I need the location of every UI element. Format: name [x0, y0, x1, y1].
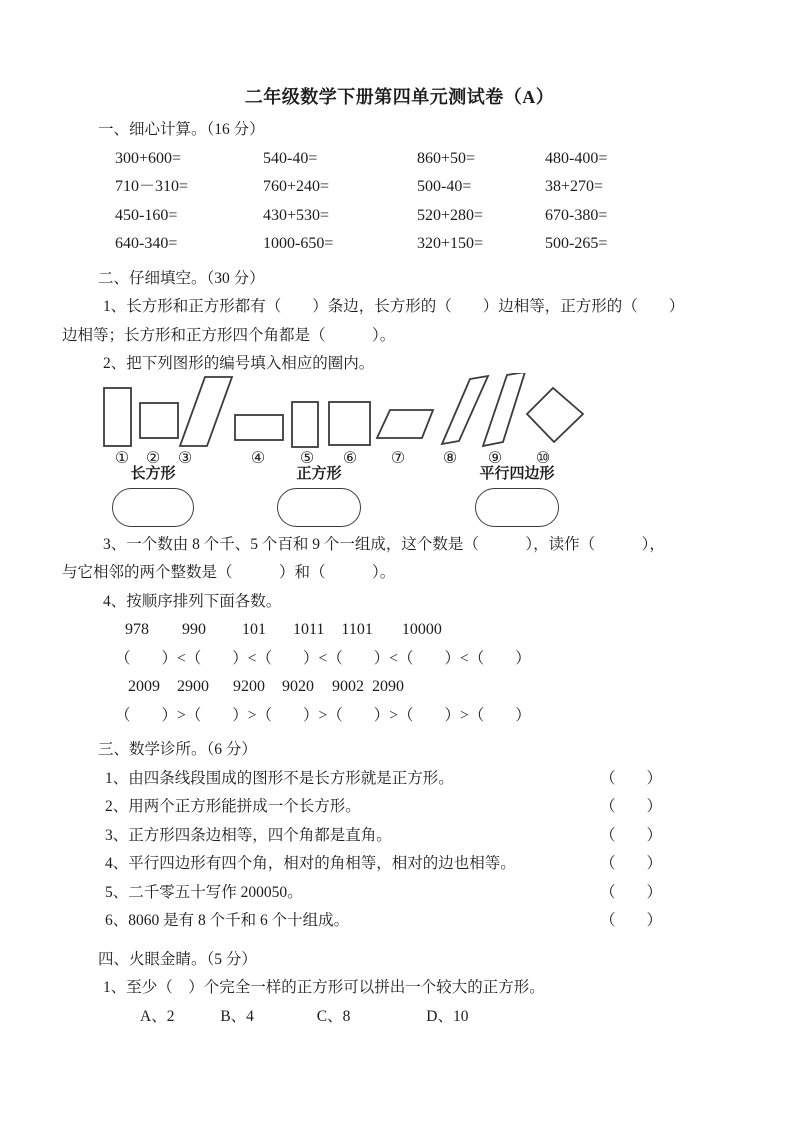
- judge-item-2: [62, 793, 737, 822]
- shape-number-4: ④: [250, 449, 266, 467]
- judge-item-4: [62, 850, 737, 879]
- shape-6-large-square: [329, 402, 370, 445]
- judge-item-text: 5、二千零五十写作 200050。: [105, 883, 303, 901]
- bin-rectangle-label: 长方形: [130, 465, 176, 482]
- shape-1-tall-rectangle: [104, 388, 131, 446]
- shape-8-thin-parallelogram: [442, 376, 488, 444]
- judge-answer-blank: （ ）: [600, 826, 663, 844]
- order-compare-row-1: （ ）<（ ）<（ ）<（ ）<（ ）<（ ）: [115, 649, 531, 667]
- shape-4-wide-rectangle: [235, 415, 283, 440]
- calc-problem: 1000-650=: [263, 235, 334, 252]
- calc-problem: 500-265=: [545, 235, 608, 252]
- calc-problem: 320+150=: [417, 235, 484, 252]
- judge-item-6: [62, 907, 737, 936]
- fill-q1-line2: 边相等；长方形和正方形四个角都是（ ）。: [62, 326, 396, 344]
- order-number: 2090: [372, 678, 404, 695]
- order-compare-row-2: （ ）>（ ）>（ ）>（ ）>（ ）>（ ）: [115, 706, 531, 724]
- calc-problem: 540-40=: [263, 149, 318, 167]
- choice-option-d: D、10: [426, 1007, 469, 1025]
- section-3-heading: 三、数学诊所。（6 分）: [98, 741, 257, 758]
- fill-q3-line1: 3、一个数由 8 个千、5 个百和 9 个一组成，这个数是（ ），读作（ ），: [103, 535, 665, 553]
- calc-problem: 640-340=: [115, 235, 178, 252]
- calc-problem-grid: [62, 145, 737, 259]
- page-title: 二年级数学下册第四单元测试卷（A）: [244, 87, 555, 107]
- section-2-heading: 二、仔细填空。（30 分）: [98, 269, 265, 287]
- shape-number-1: ①: [114, 449, 130, 467]
- bin-rectangle: [108, 466, 198, 527]
- bin-parallelogram-label: 平行四边形: [479, 465, 555, 482]
- shape-number-9: ⑨: [487, 449, 503, 467]
- shape-number-10: ⑩: [535, 449, 551, 467]
- order-number: 10000: [401, 621, 442, 638]
- order-number: 9002: [332, 678, 364, 695]
- calc-problem: 500-40=: [417, 178, 472, 195]
- calc-problem: 860+50=: [417, 149, 476, 167]
- bin-rectangle-oval: [112, 488, 194, 527]
- choice-options-row: [62, 1003, 737, 1032]
- order-number: 9200: [233, 678, 265, 695]
- shapes-drawing: [100, 373, 595, 451]
- section-4-heading: 四、火眼金睛。（5 分）: [98, 950, 257, 968]
- order-number: 2900: [177, 678, 209, 695]
- order-number: 1011: [293, 621, 325, 638]
- order-number: 101: [242, 621, 266, 638]
- fill-q1-line1: 1、长方形和正方形都有（ ）条边，长方形的（ ）边相等，正方形的（ ）: [103, 298, 685, 315]
- order-number: 978: [125, 621, 149, 638]
- calc-problem: 38+270=: [545, 178, 604, 195]
- shapes-figure: [62, 379, 737, 531]
- shape-3-slanted-parallelogram: [180, 377, 232, 446]
- calc-problem: 430+530=: [263, 206, 330, 224]
- shape-number-5: ⑤: [299, 449, 315, 467]
- shape-number-3: ③: [177, 449, 193, 467]
- fill-q2-text: 2、把下列图形的编号填入相应的圈内。: [103, 355, 375, 372]
- shape-7-flat-parallelogram: [377, 410, 433, 438]
- shape-10-diamond: [527, 388, 583, 442]
- judge-item-text: 3、正方形四条边相等，四个角都是直角。: [105, 826, 392, 844]
- order-numbers-row-2: [62, 673, 737, 702]
- test-paper: [62, 0, 737, 1031]
- bin-parallelogram: [471, 466, 563, 527]
- calc-problem: 450-160=: [115, 206, 178, 224]
- calc-problem: 520+280=: [417, 206, 484, 224]
- shape-5-vertical-rectangle: [292, 402, 318, 447]
- calc-problem: 710－310=: [115, 178, 189, 195]
- bin-parallelogram-oval: [475, 488, 559, 527]
- calc-problem: 480-400=: [545, 149, 608, 167]
- order-number: 9020: [282, 678, 314, 695]
- section-1-heading: 一、细心计算。（16 分）: [98, 121, 265, 138]
- judge-item-3: [62, 822, 737, 851]
- judge-answer-blank: （ ）: [600, 798, 663, 815]
- bin-square: [273, 466, 365, 527]
- shape-number-2: ②: [145, 449, 161, 467]
- shape-9-thin-parallelogram: [483, 373, 525, 446]
- order-numbers-row-1: [62, 616, 737, 645]
- shape-number-6: ⑥: [342, 449, 358, 467]
- judge-item-text: 4、平行四边形有四个角，相对的角相等，相对的边也相等。: [105, 855, 516, 872]
- bin-square-oval: [277, 488, 361, 527]
- choice-option-c: C、8: [316, 1007, 351, 1025]
- calc-problem: 670-380=: [545, 206, 608, 224]
- judge-item-1: [62, 765, 737, 794]
- order-number: 1101: [341, 621, 373, 638]
- order-number: 990: [182, 621, 206, 638]
- calc-problem: 760+240=: [263, 178, 330, 195]
- shape-number-8: ⑧: [442, 449, 458, 467]
- calc-problem: 300+600=: [115, 149, 182, 167]
- judge-answer-blank: （ ）: [600, 855, 663, 872]
- judge-answer-blank: （ ）: [600, 883, 663, 901]
- judge-answer-blank: （ ）: [600, 769, 663, 787]
- judge-item-text: 6、8060 是有 8 个千和 6 个十组成。: [105, 912, 350, 929]
- order-number: 2009: [128, 678, 160, 695]
- shape-number-7: ⑦: [390, 449, 406, 467]
- judge-answer-blank: （ ）: [600, 912, 663, 929]
- judge-item-text: 1、由四条线段围成的图形不是长方形就是正方形。: [105, 769, 454, 787]
- fill-q3-line2: 与它相邻的两个整数是（ ）和（ ）。: [62, 564, 396, 581]
- fill-q4-text: 4、按顺序排列下面各数。: [103, 592, 282, 610]
- shape-2-small-square: [140, 403, 178, 438]
- choice-option-b: B、4: [220, 1007, 254, 1025]
- choice-q1-text: 1、至少（ ）个完全一样的正方形可以拼出一个较大的正方形。: [103, 979, 545, 996]
- judge-item-text: 2、用两个正方形能拼成一个长方形。: [105, 798, 361, 815]
- judge-item-5: [62, 879, 737, 908]
- choice-option-a: A、2: [140, 1007, 175, 1025]
- bin-square-label: 正方形: [296, 465, 342, 482]
